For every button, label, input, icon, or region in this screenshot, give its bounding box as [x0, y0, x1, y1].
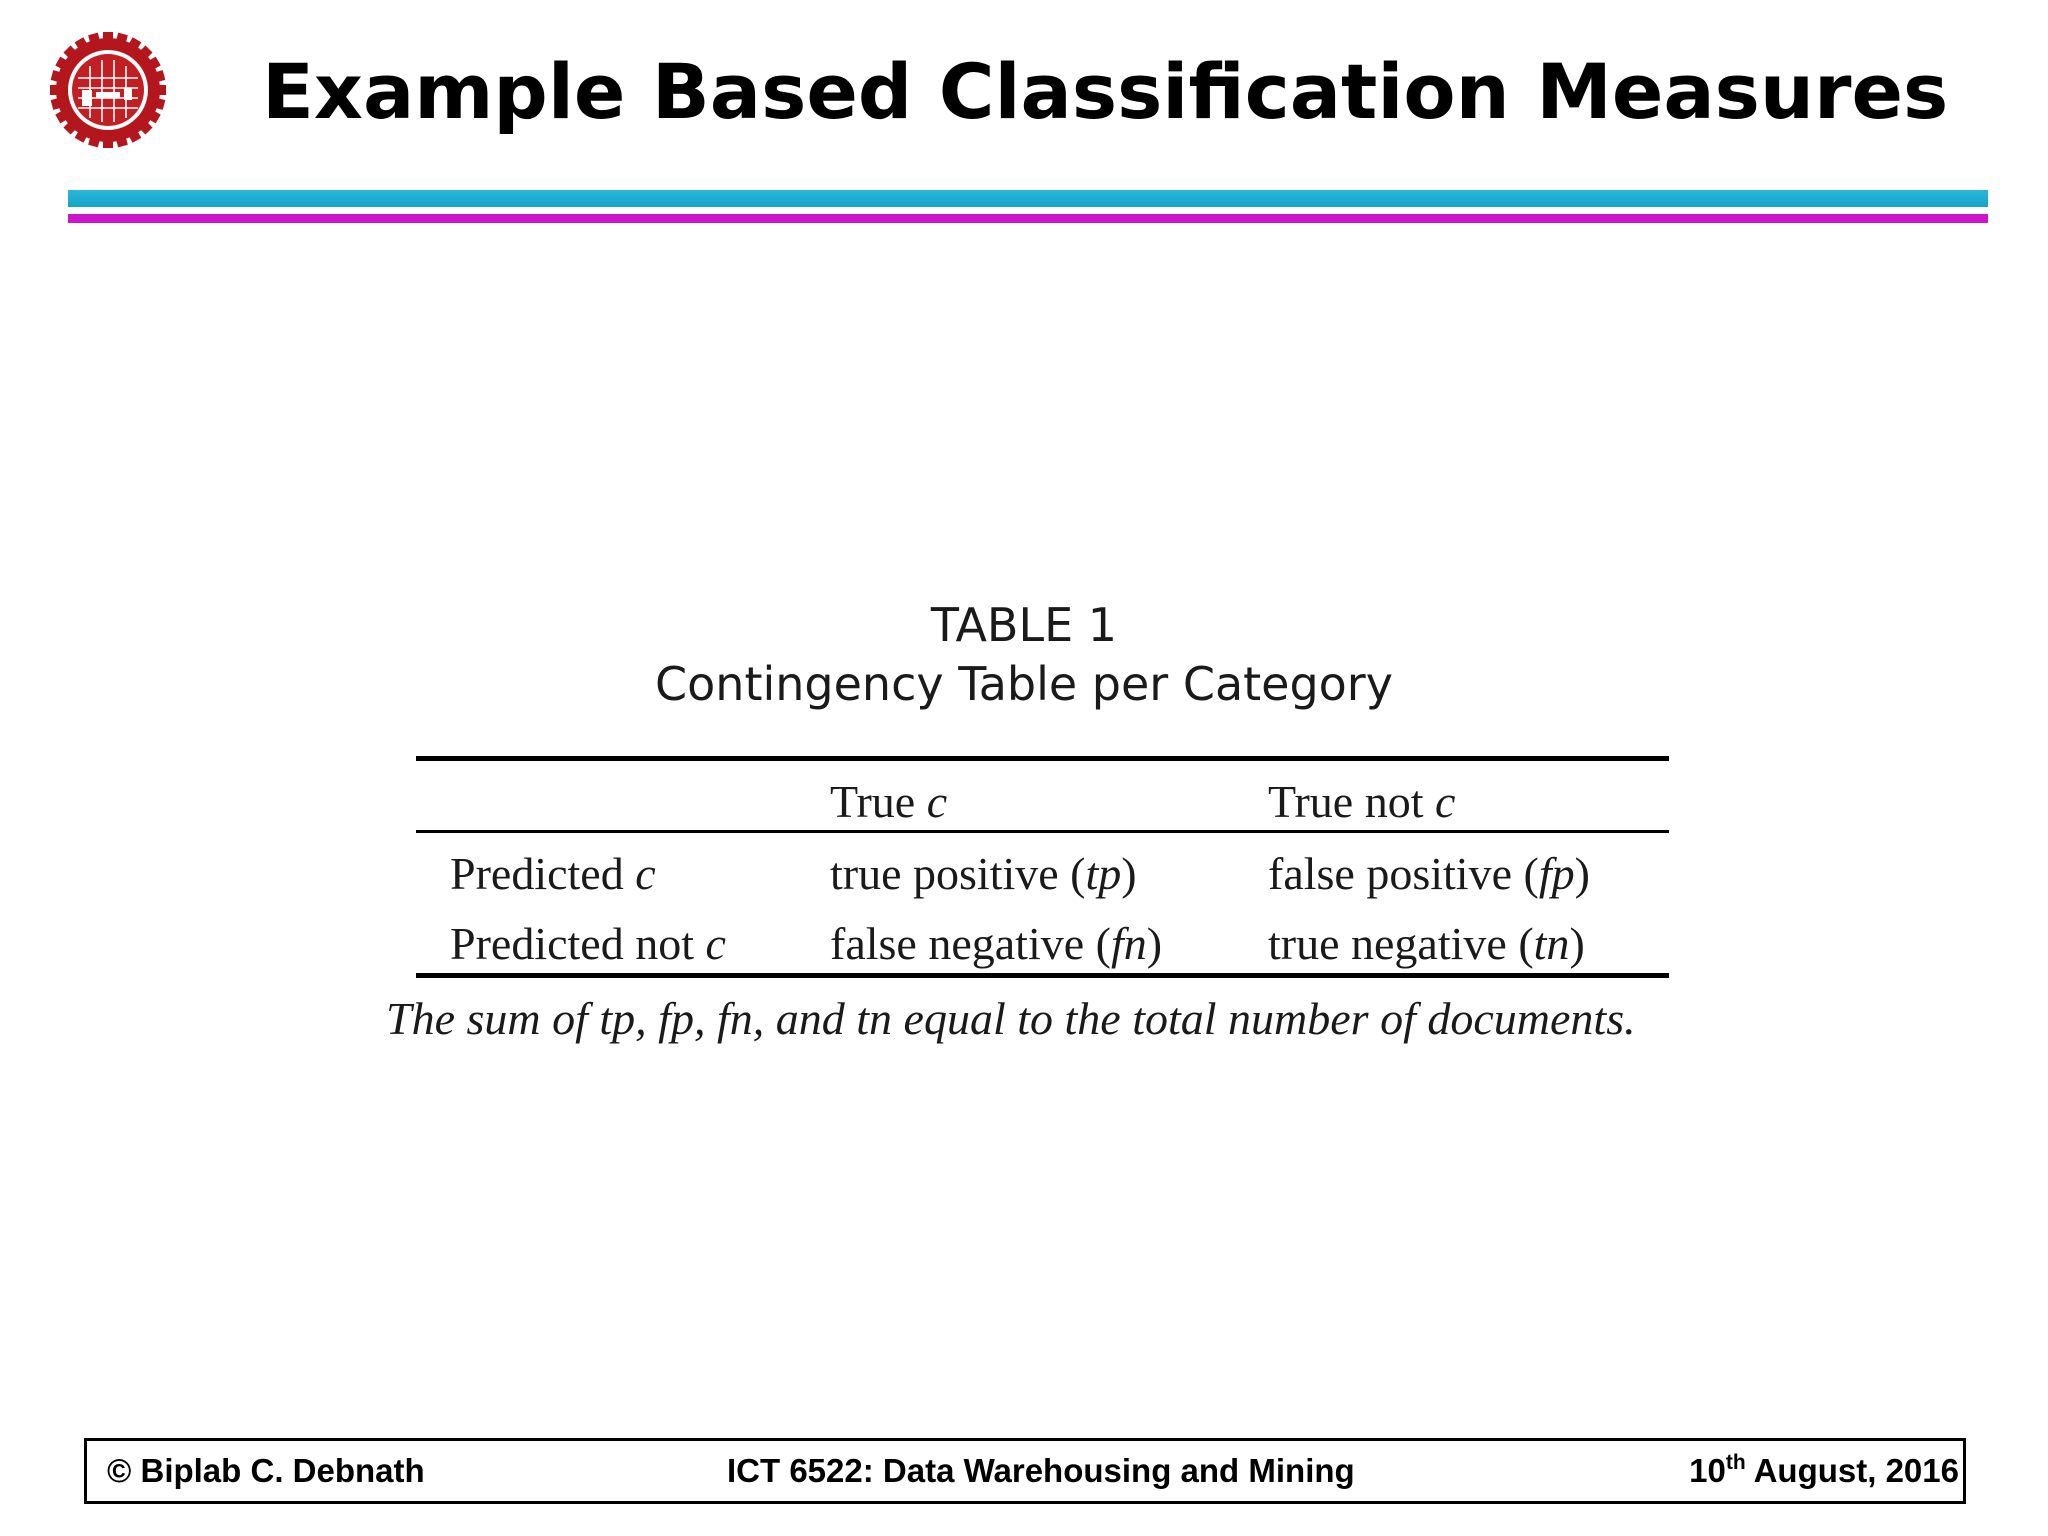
row-label-predicted-c-var: c [635, 848, 656, 899]
column-header-true-c-var: c [926, 776, 948, 827]
cell-true-positive-text: true positive ( [830, 848, 1086, 899]
cell-true-negative-close: ) [1569, 918, 1585, 969]
cell-false-negative [830, 916, 1162, 972]
column-header-true-not-c-var: c [1435, 776, 1456, 827]
column-header-true-not-c-text: True not [1268, 776, 1435, 827]
row-label-predicted-c [450, 846, 656, 902]
footer-course: ICT 6522: Data Warehousing and Mining [727, 1452, 1355, 1489]
footer-date-rest: August, 2016 [1745, 1452, 1959, 1489]
cell-false-positive-text: false positive ( [1268, 848, 1539, 899]
cell-false-negative-text: false negative ( [830, 918, 1111, 969]
row-label-predicted-not-c-text: Predicted not [450, 918, 706, 969]
footer-date-day: 10 [1689, 1452, 1726, 1489]
cell-true-negative-text: true negative ( [1268, 918, 1534, 969]
table-bottom-rule [416, 973, 1669, 978]
cell-true-negative [1268, 916, 1585, 972]
column-header-true-c-text: True [830, 776, 927, 827]
table-footnote: The sum of tp, fp, fn, and tn equal to the total number of documents. [386, 993, 1636, 1044]
table-top-rule [416, 756, 1669, 761]
cell-false-negative-var: fn [1110, 918, 1147, 969]
university-logo-icon [48, 30, 168, 150]
header-divider-magenta [68, 214, 1988, 223]
cell-true-positive [830, 846, 1137, 902]
column-header-true-c [830, 774, 947, 830]
table-header-rule [416, 830, 1669, 833]
footer-date [1689, 1441, 1959, 1501]
cell-false-positive-var: fp [1538, 848, 1575, 899]
slide-footer [84, 1438, 1966, 1504]
footer-date-suffix: th [1725, 1451, 1746, 1474]
slide-title: Example Based Classification Measures [262, 47, 1949, 136]
cell-false-positive-close: ) [1574, 848, 1590, 899]
cell-true-positive-var: tp [1085, 848, 1122, 899]
table-caption-number: TABLE 1 [930, 598, 1118, 652]
table-caption-title: Contingency Table per Category [655, 657, 1393, 711]
row-label-predicted-not-c [450, 916, 726, 972]
cell-false-negative-close: ) [1146, 918, 1163, 969]
row-label-predicted-not-c-var: c [705, 918, 726, 969]
cell-true-negative-var: tn [1533, 918, 1570, 969]
cell-false-positive [1268, 846, 1590, 902]
header-divider-cyan [68, 190, 1988, 207]
cell-true-positive-close: ) [1121, 848, 1137, 899]
footer-author: © Biplab C. Debnath [107, 1452, 425, 1489]
column-header-true-not-c [1268, 774, 1455, 830]
row-label-predicted-c-text: Predicted [450, 848, 636, 899]
